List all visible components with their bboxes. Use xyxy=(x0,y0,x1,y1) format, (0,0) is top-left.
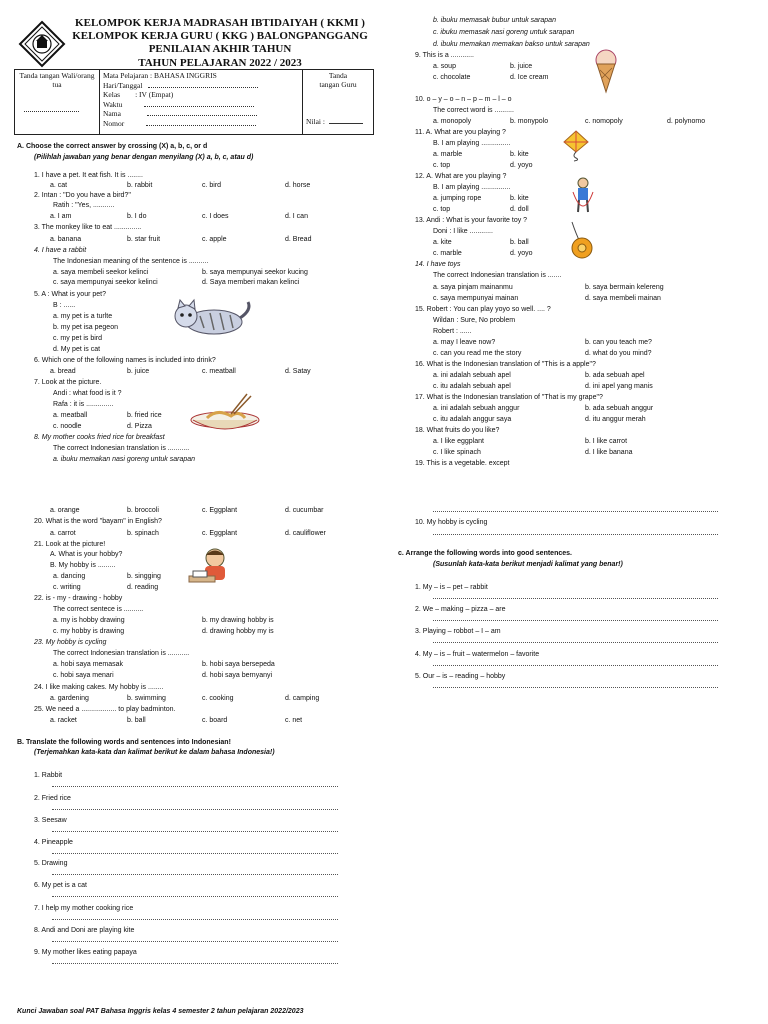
question-text-line: 7. Look at the picture. xyxy=(34,379,102,386)
question-text-line[interactable]: a. banana xyxy=(50,236,82,243)
question-text-line[interactable]: b. I do xyxy=(127,213,147,220)
question-text-line: 6. Which one of the following names is included into drink? xyxy=(34,357,216,364)
section-b-subtitle: (Terjemahkan kata-kata dan kalimat berikut ke dalam bahasa Indonesia!) xyxy=(34,749,275,756)
question-text-line[interactable]: d. hobi saya bernyanyi xyxy=(202,672,273,679)
translate-item: 7. I help my mother cooking rice xyxy=(34,905,134,912)
question-text-line[interactable]: c. apple xyxy=(202,236,227,243)
footer-note: Kunci Jawaban soal PAT Bahasa Inggris kelas 4 semester 2 tahun pelajaran 2022/2023 xyxy=(17,1008,304,1015)
question-text-line[interactable]: a. my pet is a turlte xyxy=(53,313,113,320)
question-text-line[interactable]: c. top xyxy=(433,162,451,169)
question-text-line[interactable]: d. cauliflower xyxy=(285,530,326,537)
question-text-line[interactable]: b. kite xyxy=(510,151,529,158)
answer-line[interactable] xyxy=(433,620,718,621)
question-text-line[interactable]: b. star fruit xyxy=(127,236,161,243)
boy-reading-picture xyxy=(187,546,233,588)
question-text-line[interactable]: c. my hobby is drawing xyxy=(53,628,125,635)
question-text-line[interactable]: a. gardening xyxy=(50,695,89,702)
question-text-line: 2. Intan : "Do you have a bird?" xyxy=(34,192,131,199)
question-text-line[interactable]: b. monypolo xyxy=(510,118,549,125)
question-text-line[interactable]: d. I like banana xyxy=(585,449,633,456)
question-text-line[interactable]: a. dancing xyxy=(53,573,86,580)
cat-picture xyxy=(170,298,254,342)
question-text-line: 8. My mother cooks fried rice for breakfast xyxy=(34,434,165,441)
arrange-item: 2. We – making – pizza – are xyxy=(415,606,506,613)
question-text-line[interactable]: a. racket xyxy=(50,717,77,724)
question-text-line[interactable]: a. I like eggplant xyxy=(433,438,484,445)
question-text-line[interactable]: d. Pizza xyxy=(127,423,152,430)
answer-line[interactable] xyxy=(52,874,338,875)
kite-picture xyxy=(562,130,590,162)
translate-item: 4. Pineapple xyxy=(34,839,73,846)
question-text-line: Andi : what food is it ? xyxy=(53,390,122,397)
question-text-line: 1. I have a pet. It eat fish. It is ........ xyxy=(34,172,143,179)
question-text-line[interactable]: a. my is hobby drawing xyxy=(53,617,125,624)
question-text-line[interactable]: a. kite xyxy=(433,239,452,246)
question-text-line[interactable]: c. top xyxy=(433,206,451,213)
answer-line[interactable] xyxy=(52,853,338,854)
question-text-line[interactable]: b. ada sebuah anggur xyxy=(585,405,654,412)
parent-sign-line xyxy=(24,111,79,112)
question-text-line[interactable]: a. carrot xyxy=(50,530,76,537)
arrange-item: 4. My – is – fruit – watermelon – favorite xyxy=(415,651,540,658)
translate-item: 6. My pet is a cat xyxy=(34,882,87,889)
question-text-line[interactable]: c. noodle xyxy=(53,423,82,430)
question-text-line[interactable]: c. I does xyxy=(202,213,229,220)
question-text-line[interactable]: a. soup xyxy=(433,63,456,70)
question-text-line[interactable]: c. ibuku memasak nasi goreng untuk sarapan xyxy=(433,29,575,36)
answer-line[interactable] xyxy=(433,511,718,512)
noodle-bowl-picture xyxy=(187,390,263,434)
identity-table xyxy=(14,69,374,135)
question-text-line[interactable]: d. saya membeli mainan xyxy=(585,295,661,302)
question-text-line: The correct Indonesian translation is ........... xyxy=(53,650,190,657)
answer-line[interactable] xyxy=(52,786,338,787)
question-text-line[interactable]: a. may I leave now? xyxy=(433,339,496,346)
question-text-line[interactable]: d. polynomo xyxy=(667,118,706,125)
question-text-line: B. My hobby is ......... xyxy=(50,562,116,569)
question-text-line[interactable]: a. bread xyxy=(50,368,76,375)
question-text-line: 17. What is the Indonesian translation of "That is my grape"? xyxy=(415,394,603,401)
question-text-line[interactable]: d. ibuku memakan memakan bakso untuk sarapan xyxy=(433,41,590,48)
question-text-line[interactable]: d. what do you mind? xyxy=(585,350,652,357)
translate-item: 1. Rabbit xyxy=(34,772,63,779)
question-text-line[interactable]: b. my drawing hobby is xyxy=(202,617,274,624)
translate-item: 8. Andi and Doni are playing kite xyxy=(34,927,135,934)
question-text-line[interactable]: a. meatball xyxy=(53,412,88,419)
question-text-line: Wildan : Sure, No problem xyxy=(433,317,516,324)
answer-line[interactable] xyxy=(433,534,718,535)
question-text-line[interactable]: a. saya pinjam mainanmu xyxy=(433,284,513,291)
question-text-line: 16. What is the Indonesian translation of "This is a apple"? xyxy=(415,361,596,368)
question-text-line: 25. We need a .................. to play badminton. xyxy=(34,706,176,713)
answer-line[interactable] xyxy=(52,809,338,810)
question-text-line[interactable]: a. orange xyxy=(50,507,80,514)
question-text-line[interactable]: b. ada sebuah apel xyxy=(585,372,645,379)
question-text-line[interactable]: c. Eggplant xyxy=(202,530,238,537)
question-text-line[interactable]: b. spinach xyxy=(127,530,159,537)
question-text-line[interactable]: c. hobi saya menari xyxy=(53,672,114,679)
question-text-line[interactable]: a. hobi saya memasak xyxy=(53,661,124,668)
arrange-item: 3. Playing – robbot – I – am xyxy=(415,628,501,635)
question-text-line[interactable]: b. I like carrot xyxy=(585,438,628,445)
question-text-line[interactable]: b. kite xyxy=(510,195,529,202)
question-text-line[interactable]: c. meatball xyxy=(202,368,236,375)
name-field[interactable]: Nama xyxy=(103,109,299,119)
parent-sign-cell xyxy=(15,70,100,135)
question-text-line[interactable]: d. Saya memberi makan kelinci xyxy=(202,279,300,286)
answer-line[interactable] xyxy=(52,896,338,897)
header-line-2: KELOMPOK KERJA GURU ( KKG ) BALONGPANGGANG xyxy=(72,30,368,42)
question-text-line[interactable]: c. saya mempunyai mainan xyxy=(433,295,519,302)
question-text-line[interactable]: b. broccoli xyxy=(127,507,159,514)
question-text-line[interactable]: b. ball xyxy=(127,717,146,724)
question-text-line: B. I am playing ............... xyxy=(433,184,511,191)
subject-field: Mata Pelajaran : BAHASA INGGRIS xyxy=(103,71,217,80)
question-text-line: B : ...... xyxy=(53,302,76,309)
question-text-line: 3. The monkey like to eat .............. xyxy=(34,224,142,231)
number-field[interactable]: Nomor xyxy=(103,119,299,129)
header-line-4: TAHUN PELAJARAN 2022 / 2023 xyxy=(138,57,302,69)
question-text-line[interactable]: c. cooking xyxy=(202,695,234,702)
question-text-line[interactable]: d. My pet is cat xyxy=(53,346,101,353)
question-text-line[interactable]: d. doll xyxy=(510,206,529,213)
question-text-line[interactable]: c. itu adalah anggur saya xyxy=(433,416,512,423)
question-text-line: The correct Indonesian translation is ........... xyxy=(53,445,190,452)
question-text-line[interactable]: c. saya mempunyai seekor kelinci xyxy=(53,279,158,286)
question-text-line[interactable]: a. ini adalah sebuah anggur xyxy=(433,405,520,412)
question-text-line[interactable]: c. itu adalah sebuah apel xyxy=(433,383,511,390)
answer-line[interactable] xyxy=(52,831,338,832)
answer-line[interactable] xyxy=(433,687,718,688)
time-field[interactable]: Waktu xyxy=(103,100,299,110)
answer-line[interactable] xyxy=(52,919,338,920)
section-a-title: A. Choose the correct answer by crossing (X) a, b, c, or d xyxy=(17,143,208,150)
question-text-line: 14. I have toys xyxy=(415,261,461,268)
score-field[interactable]: Nilai : xyxy=(306,117,370,126)
question-text-line: 18. What fruits do you like? xyxy=(415,427,500,434)
question-text-line[interactable]: c. net xyxy=(285,717,303,724)
question-text-line: 23. My hobby is cycling xyxy=(34,639,107,646)
section-b-title: B. Translate the following words and sentences into Indonesian! xyxy=(17,739,231,746)
question-text-line[interactable]: a. ibuku memakan nasi goreng untuk sarapan xyxy=(53,456,196,463)
question-text-line: 13. Andi : What is your favorite toy ? xyxy=(415,217,528,224)
question-text-line: The correct sentece is .......... xyxy=(53,606,144,613)
question-text-line[interactable]: d. Bread xyxy=(285,236,312,243)
question-text-line: Ratih : "Yes, ........... xyxy=(53,202,115,209)
translate-item: 9. My mother likes eating papaya xyxy=(34,949,137,956)
question-text-line: The Indonesian meaning of the sentence is .......... xyxy=(53,258,209,265)
question-text-line[interactable]: b. swimming xyxy=(127,695,166,702)
question-text-line: 24. I like making cakes. My hobby is ........ xyxy=(34,684,164,691)
question-text-line: Rafa : it is .............. xyxy=(53,401,114,408)
question-text-line[interactable]: b. hobi saya bersepeda xyxy=(202,661,275,668)
question-text-line[interactable]: c. board xyxy=(202,717,228,724)
section-c-subtitle: (Susunlah kata-kata berikut menjadi kalimat yang benar!) xyxy=(433,561,623,568)
question-text-line: 22. is - my - drawing - hobby xyxy=(34,595,123,602)
question-text-line[interactable]: a. marble xyxy=(433,151,463,158)
ice-cream-picture xyxy=(592,48,620,94)
answer-line[interactable] xyxy=(52,941,338,942)
question-text-line: 9. This is a ............ xyxy=(415,52,475,59)
question-text-line: B. I am playing ............... xyxy=(433,140,511,147)
question-text-line: 15. Robert : You can play yoyo so well. .... ? xyxy=(415,306,551,313)
question-text-line[interactable]: d. camping xyxy=(285,695,320,702)
teacher-sign-label: Tanda tangan Guru xyxy=(319,71,357,89)
question-text-line[interactable]: b. saya bermain kelereng xyxy=(585,284,664,291)
question-text-line[interactable]: d. drawing hobby my is xyxy=(202,628,274,635)
answer-line[interactable] xyxy=(52,963,338,964)
header-line-3: PENILAIAN AKHIR TAHUN xyxy=(148,43,292,55)
question-text-line[interactable]: d. cucumbar xyxy=(285,507,324,514)
yoyo-picture xyxy=(566,220,594,260)
question-text-line[interactable]: c. my pet is bird xyxy=(53,335,103,342)
translate-item: 2. Fried rice xyxy=(34,795,71,802)
question-text-line: 10. My hobby is cycling xyxy=(415,519,488,526)
question-text-line: 19. This is a vegetable. except xyxy=(415,460,510,467)
question-text-line[interactable]: a. jumping rope xyxy=(433,195,482,202)
question-text-line[interactable]: c. I like spinach xyxy=(433,449,481,456)
question-text-line: A. What is your hobby? xyxy=(50,551,123,558)
question-text-line: 11. A. What are you playing ? xyxy=(415,129,506,136)
question-text-line[interactable]: c. chocolate xyxy=(433,74,471,81)
question-text-line[interactable]: d. reading xyxy=(127,584,159,591)
question-text-line[interactable]: a. monopoly xyxy=(433,118,472,125)
question-text-line[interactable]: d. yoyo xyxy=(510,162,533,169)
question-text-line[interactable]: c. writing xyxy=(53,584,81,591)
question-text-line[interactable]: d. I can xyxy=(285,213,308,220)
section-c-title: c. Arrange the following words into good sentences. xyxy=(398,550,572,557)
arrange-item: 1. My – is – pet – rabbit xyxy=(415,584,488,591)
parent-sign-label: Tanda tangan Wali/orang tua xyxy=(19,71,95,89)
question-text-line[interactable]: b. juice xyxy=(510,63,533,70)
translate-item: 3. Seesaw xyxy=(34,817,67,824)
question-text-line: 10. o – y – o – n – p – m – l – o xyxy=(415,96,512,103)
question-text-line[interactable]: d. ini apel yang manis xyxy=(585,383,653,390)
question-text-line[interactable]: b. fried rice xyxy=(127,412,162,419)
question-text-line[interactable]: b. juice xyxy=(127,368,150,375)
question-text-line[interactable]: a. ini adalah sebuah apel xyxy=(433,372,511,379)
question-text-line[interactable]: a. saya membeli seekor kelinci xyxy=(53,269,149,276)
question-text-line[interactable]: c. can you read me the story xyxy=(433,350,522,357)
question-text-line: 5. A : What is your pet? xyxy=(34,291,106,298)
question-text-line[interactable]: c. Eggplant xyxy=(202,507,238,514)
question-text-line[interactable]: d. itu anggur merah xyxy=(585,416,646,423)
question-text-line[interactable]: b. singging xyxy=(127,573,161,580)
date-field[interactable]: Hari/Tanggal xyxy=(103,81,299,91)
question-text-line[interactable]: d. Satay xyxy=(285,368,311,375)
class-field: Kelas : IV (Empat) xyxy=(103,90,174,99)
section-a-subtitle: (Pilihlah jawaban yang benar dengan menyilang (X) a, b, c, atau d) xyxy=(34,154,254,161)
jumping-rope-picture xyxy=(570,176,596,216)
answer-line[interactable] xyxy=(433,642,718,643)
question-text-line[interactable]: b. my pet isa pegeon xyxy=(53,324,118,331)
question-text-line: The correct word is .......... xyxy=(433,107,514,114)
header-line-1: KELOMPOK KERJA MADRASAH IBTIDAIYAH ( KKMI ) xyxy=(75,17,365,29)
question-text-line: The correct Indonesian translation is ....... xyxy=(433,272,562,279)
answer-line[interactable] xyxy=(433,665,718,666)
translate-item: 5. Drawing xyxy=(34,860,68,867)
question-text-line[interactable]: d. yoyo xyxy=(510,250,533,257)
question-text-line: Robert : ...... xyxy=(433,328,472,335)
question-text-line: 4. I have a rabbit xyxy=(34,247,87,254)
identity-fields xyxy=(100,70,303,135)
teacher-sign-cell xyxy=(303,70,374,135)
question-text-line[interactable]: c. bird xyxy=(202,182,222,189)
question-text-line: Doni : I like ............ xyxy=(433,228,493,235)
question-text-line[interactable]: a. cat xyxy=(50,182,68,189)
question-text-line[interactable]: b. ibuku memasak bubur untuk sarapan xyxy=(433,17,556,24)
answer-line[interactable] xyxy=(433,598,718,599)
question-text-line: 20. What is the word "bayam" in English? xyxy=(34,518,162,525)
question-text-line[interactable]: b. rabbit xyxy=(127,182,153,189)
question-text-line[interactable]: a. I am xyxy=(50,213,72,220)
question-text-line[interactable]: d. horse xyxy=(285,182,311,189)
question-text-line: 12. A. What are you playing ? xyxy=(415,173,507,180)
question-text-line[interactable]: c. nomopoly xyxy=(585,118,623,125)
question-text-line[interactable]: b. ball xyxy=(510,239,529,246)
question-text-line: 21. Look at the picture! xyxy=(34,541,106,548)
arrange-item: 5. Our – is – reading – hobby xyxy=(415,673,506,680)
question-text-line[interactable]: d. Ice cream xyxy=(510,74,549,81)
question-text-line[interactable]: b. saya mempunyai seekor kucing xyxy=(202,269,308,276)
question-text-line[interactable]: b. can you teach me? xyxy=(585,339,652,346)
question-text-line[interactable]: c. marble xyxy=(433,250,462,257)
